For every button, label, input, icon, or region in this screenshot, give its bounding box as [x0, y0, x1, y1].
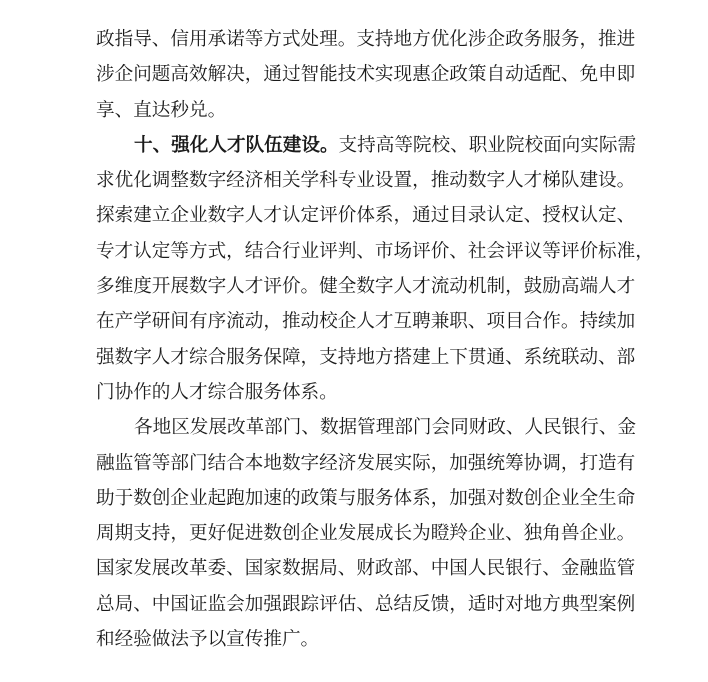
- text-line: 各地区发展改革部门、数据管理部门会同财政、人民银行、金: [134, 417, 637, 439]
- text-line: 门协作的人才综合服务体系。: [96, 381, 338, 403]
- text-line: 强数字人才综合服务保障，支持地方搭建上下贯通、系统联动、部: [96, 346, 636, 368]
- text-line: 求优化调整数字经济相关学科专业设置，推动数字人才梯队建设。: [96, 170, 636, 192]
- text-line: [96, 128, 637, 163]
- section-heading: 十、强化人才队伍建设。: [134, 134, 339, 156]
- paragraph-talent-team: [96, 128, 654, 410]
- text-line: 总局、中国证监会加强跟踪评估、总结反馈，适时对地方典型案例: [96, 593, 636, 615]
- paragraph-policy-services: [96, 22, 636, 128]
- text-line: 探索建立企业数字人才认定评价体系，通过目录认定、授权认定、: [96, 205, 636, 227]
- text-line: 助于数创企业起跑加速的政策与服务体系，加强对数创企业全生命: [96, 487, 636, 509]
- text-line: 多维度开展数字人才评价。健全数字人才流动机制，鼓励高端人才: [96, 276, 636, 298]
- paragraph-implementation: [96, 410, 637, 657]
- text-segment: 支持高等院校、职业院校面向实际需: [338, 134, 637, 156]
- text-line: 周期支持，更好促进数创企业发展成长为瞪羚企业、独角兽企业。: [96, 523, 636, 545]
- text-line: 专才认定等方式，结合行业评判、市场评价、社会评议等评价标准，: [96, 240, 654, 262]
- text-line: 在产学研间有序流动，推动校企人才互聘兼职、项目合作。持续加: [96, 311, 636, 333]
- text-line: 享、直达秒兑。: [96, 99, 227, 121]
- text-line: 涉企问题高效解决，通过智能技术实现惠企政策自动适配、免申即: [96, 64, 636, 86]
- text-line: 融监管等部门结合本地数字经济发展实际，加强统筹协调，打造有: [96, 452, 636, 474]
- document-page: [96, 22, 654, 657]
- text-line: 和经验做法予以宣传推广。: [96, 629, 320, 651]
- text-line: 国家发展改革委、国家数据局、财政部、中国人民银行、金融监管: [96, 558, 636, 580]
- text-line: 政指导、信用承诺等方式处理。支持地方优化涉企政务服务，推进: [96, 29, 636, 50]
